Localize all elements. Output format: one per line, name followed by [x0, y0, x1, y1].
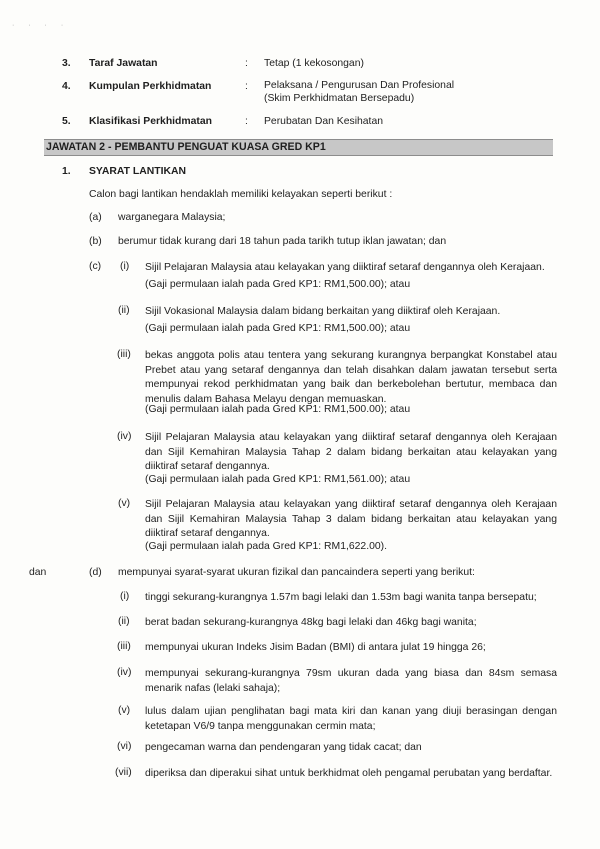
- field-colon: :: [245, 58, 248, 69]
- sub-label: (v): [118, 705, 131, 716]
- sub-text: pengecaman warna dan pendengaran yang tidak cacat; dan: [145, 742, 422, 753]
- gaji-text: (Gaji permulaan ialah pada Gred KP1: RM1,500.00); atau: [145, 323, 411, 334]
- item-c-label: (c): [89, 261, 102, 272]
- sub-label: (i): [120, 591, 130, 602]
- field-value: Perubatan Dan Kesihatan: [264, 116, 384, 127]
- gaji-text: (Gaji permulaan ialah pada Gred KP1: RM1,500.00); atau: [145, 404, 411, 415]
- field-label: Kumpulan Perkhidmatan: [89, 81, 212, 92]
- sub-label: (vii): [115, 767, 132, 778]
- field-number: 5.: [62, 116, 71, 127]
- sub-label: (ii): [118, 305, 130, 316]
- item-b-label: (b): [89, 236, 102, 247]
- gaji-text: (Gaji permulaan ialah pada Gred KP1: RM1,561.00); atau: [145, 474, 411, 485]
- sub-text: Sijil Pelajaran Malaysia atau kelayakan yang diiktiraf setaraf dengannya oleh Kerajaan.: [145, 262, 545, 273]
- sub-text: Sijil Pelajaran Malaysia atau kelayakan yang diiktiraf setaraf dengannya oleh Kerajaan dan Sijil Kemahiran Malaysia Tahap 3 dalam bidang berkaitan atau kelayakan yang diiktiraf setaraf dengannya.: [145, 499, 557, 540]
- sub-label: (iii): [117, 349, 131, 360]
- gaji-text: (Gaji permulaan ialah pada Gred KP1: RM1,622.00).: [145, 541, 388, 552]
- field-number: 4.: [62, 81, 71, 92]
- sub-label: (iv): [117, 431, 132, 442]
- section-number: 1.: [62, 166, 71, 177]
- item-d-prefix: dan: [29, 567, 47, 578]
- field-value: Tetap (1 kekosongan): [264, 58, 364, 69]
- section-bar: [44, 139, 553, 156]
- sub-text: lulus dalam ujian penglihatan bagi mata kiri dan kanan yang diuji berasingan dengan ketetapan V6/9 tanpa menggunakan cermin mata;: [145, 706, 557, 732]
- sub-text: mempunyai sekurang-kurangnya 79sm ukuran dada yang biasa dan 84sm semasa menarik nafas (lelaki sahaja);: [145, 668, 557, 694]
- field-number: 3.: [62, 58, 71, 69]
- field-value: Pelaksana / Pengurusan Dan Profesional: [264, 80, 455, 91]
- sub-label: (ii): [118, 616, 130, 627]
- field-label: Klasifikasi Perkhidmatan: [89, 116, 213, 127]
- sub-label: (iii): [117, 641, 131, 652]
- sub-text: Sijil Vokasional Malaysia dalam bidang berkaitan yang diiktiraf oleh Kerajaan.: [145, 306, 501, 317]
- sub-text: mempunyai ukuran Indeks Jisim Badan (BMI) di antara julat 19 hingga 26;: [145, 642, 486, 653]
- item-a-label: (a): [89, 212, 102, 223]
- sub-label: (i): [120, 261, 130, 272]
- item-b-text: berumur tidak kurang dari 18 tahun pada tarikh tutup iklan jawatan; dan: [118, 236, 447, 247]
- field-colon: :: [245, 81, 248, 92]
- section-bar-title: JAWATAN 2 - PEMBANTU PENGUAT KUASA GRED KP1: [46, 141, 326, 153]
- item-a-text: warganegara Malaysia;: [118, 212, 226, 223]
- sub-text: Sijil Pelajaran Malaysia atau kelayakan yang diiktiraf setaraf dengannya oleh Kerajaan dan Sijil Kemahiran Malaysia Tahap 2 dalam bidang berkaitan atau kelayakan yang diiktiraf setaraf dengannya.: [145, 432, 557, 473]
- sub-label: (v): [118, 498, 131, 509]
- sub-text: berat badan sekurang-kurangnya 48kg bagi lelaki dan 46kg bagi wanita;: [145, 617, 477, 628]
- sub-text: tinggi sekurang-kurangnya 1.57m bagi lelaki dan 1.53m bagi wanita tanpa bersepatu;: [145, 592, 537, 603]
- field-colon: :: [245, 116, 248, 127]
- sub-text: diperiksa dan diperakui sihat untuk berkhidmat oleh pengamal perubatan yang berdaftar.: [145, 768, 553, 779]
- field-label: Taraf Jawatan: [89, 58, 158, 69]
- item-d-label: (d): [89, 567, 102, 578]
- gaji-text: (Gaji permulaan ialah pada Gred KP1: RM1,500.00); atau: [145, 279, 411, 290]
- scan-specks: · · · ·: [12, 22, 70, 29]
- section-title: SYARAT LANTIKAN: [89, 166, 186, 177]
- sub-label: (vi): [117, 741, 132, 752]
- intro-text: Calon bagi lantikan hendaklah memiliki kelayakan seperti berikut :: [89, 189, 393, 200]
- field-value-line2: (Skim Perkhidmatan Bersepadu): [264, 93, 415, 104]
- sub-text: bekas anggota polis atau tentera yang sekurang kurangnya berpangkat Konstabel atau Prebet atau yang setaraf dengannya dan telah disahkan dalam jawatan tersebut serta mempunyai rekod perkhidmatan yang baik dan berkebolehan bertutur, membaca dan menulis dalam Bahasa Melayu dengan memuaskan.: [145, 350, 557, 405]
- item-d-text: mempunyai syarat-syarat ukuran fizikal dan pancaindera seperti yang berikut:: [118, 567, 475, 578]
- sub-label: (iv): [117, 667, 132, 678]
